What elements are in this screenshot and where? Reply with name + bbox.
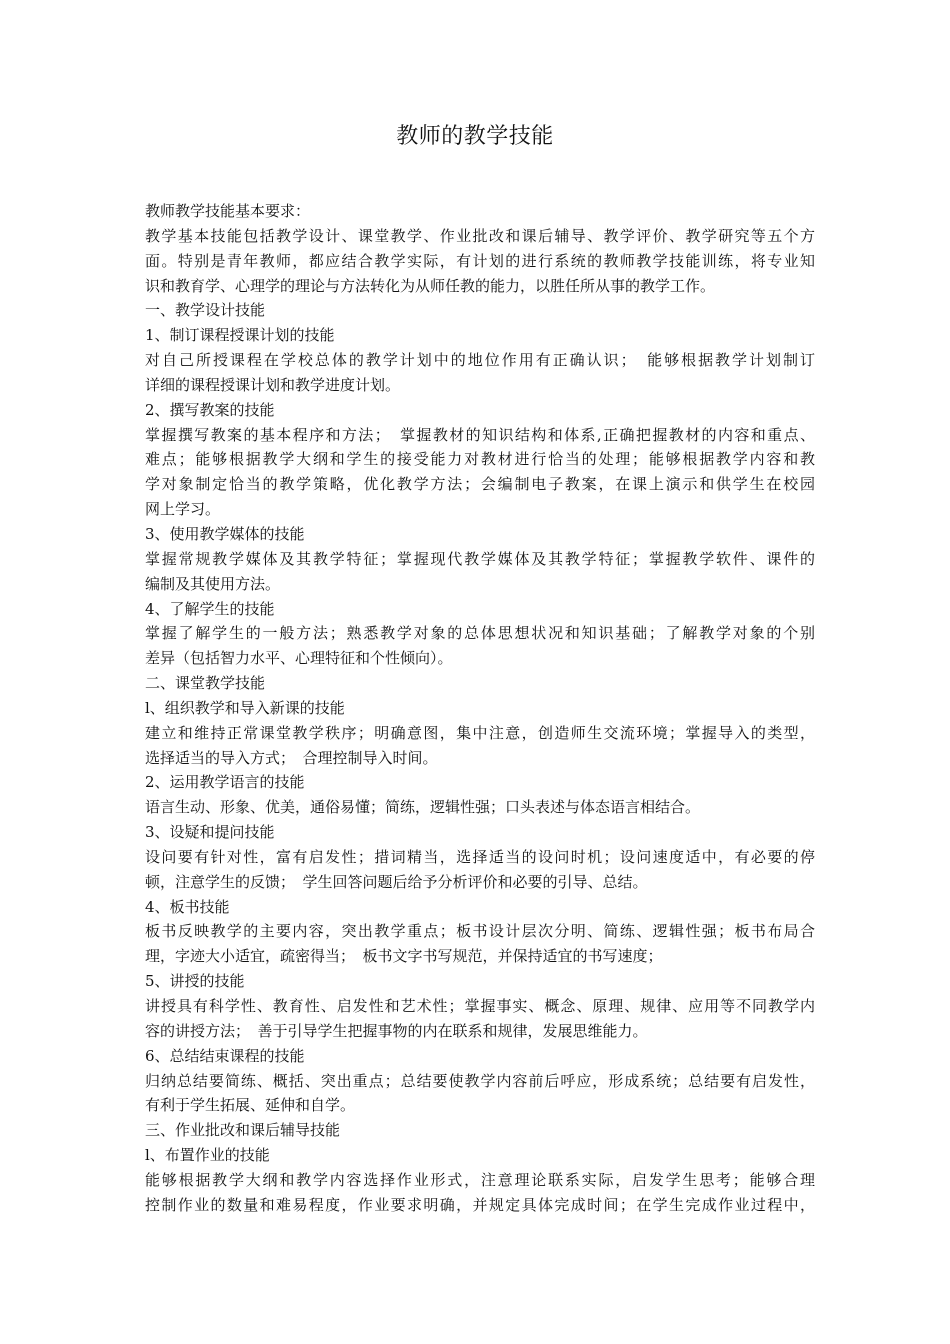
body-line: 详细的课程授课计划和教学进度计划。 <box>145 375 401 394</box>
document-title: 教师的教学技能 <box>396 124 554 149</box>
body-line: 1、制订课程授课计划的技能 <box>145 326 335 345</box>
body-line: 面。特别是青年教师，都应结合教学实际，有计划的进行系统的教师教学技能训练，将专业知 <box>145 251 815 270</box>
body-line: 识和教育学、心理学的理论与方法转化为从师任教的能力，以胜任所从事的教学工作。 <box>145 276 716 295</box>
body-line: 建立和维持正常课堂教学秩序；明确意图，集中注意，创造师生交流环境；掌握导入的类型， <box>145 723 815 742</box>
body-line: 顿，注意学生的反馈； 学生回答问题后给予分析评价和必要的引导、总结。 <box>145 872 648 891</box>
body-line: 6、总结结束课程的技能 <box>145 1046 305 1065</box>
body-line: l、布置作业的技能 <box>145 1146 270 1165</box>
body-line: 2、撰写教案的技能 <box>145 400 275 419</box>
body-line: 有利于学生拓展、延伸和自学。 <box>145 1096 356 1115</box>
body-line: 二、课堂教学技能 <box>145 674 266 693</box>
body-line: 容的讲授方法； 善于引导学生把握事物的内在联系和规律，发展思维能力。 <box>145 1021 648 1040</box>
body-line: 教学基本技能包括教学设计、课堂教学、作业批改和课后辅导、教学评价、教学研究等五个方 <box>145 226 815 245</box>
body-line: 4、了解学生的技能 <box>145 599 275 618</box>
body-line: 三、作业批改和课后辅导技能 <box>145 1121 341 1140</box>
body-line: 掌握撰写教案的基本程序和方法； 掌握教材的知识结构和体系,正确把握教材的内容和重点、 <box>145 425 815 444</box>
body-line: 网上学习。 <box>145 500 221 519</box>
body-line: 板书反映教学的主要内容，突出教学重点；板书设计层次分明、简练、逻辑性强；板书布局合 <box>145 922 815 941</box>
body-line: 掌握了解学生的一般方法；熟悉教学对象的总体思想状况和知识基础；了解教学对象的个别 <box>145 624 815 643</box>
body-line: 选择适当的导入方式； 合理控制导入时间。 <box>145 748 438 767</box>
body-line: 掌握常规教学媒体及其教学特征；掌握现代教学媒体及其教学特征；掌握教学软件、课件的 <box>145 549 815 568</box>
body-line: 对自己所授课程在学校总体的教学计划中的地位作用有正确认识； 能够根据教学计划制订 <box>145 351 815 370</box>
body-line: 教师教学技能基本要求： <box>145 202 311 220</box>
body-line: 讲授具有科学性、教育性、启发性和艺术性；掌握事实、概念、原理、规律、应用等不同教学内 <box>145 997 815 1015</box>
body-line: 一、教学设计技能 <box>145 301 266 320</box>
body-line: 学对象制定恰当的教学策略，优化教学方法；会编制电子教案，在课上演示和供学生在校园 <box>145 475 815 494</box>
body-line: 3、使用教学媒体的技能 <box>145 524 305 543</box>
body-line: 理，字迹大小适宜，疏密得当； 板书文字书写规范，并保持适宜的书写速度； <box>145 947 663 966</box>
body-line: 5、讲授的技能 <box>145 972 245 991</box>
body-line: 能够根据教学大纲和教学内容选择作业形式，注意理论联系实际，启发学生思考；能够合理 <box>145 1170 815 1189</box>
body-line: l、组织教学和导入新课的技能 <box>145 698 345 717</box>
body-line: 难点；能够根据教学大纲和学生的接受能力对教材进行恰当的处理；能够根据教学内容和教 <box>145 450 815 469</box>
body-line: 4、板书技能 <box>145 897 230 916</box>
document-body <box>145 199 815 1218</box>
body-line: 差异（包括智力水平、心理特征和个性倾向）。 <box>145 649 453 668</box>
body-line: 编制及其使用方法。 <box>145 574 281 593</box>
body-line: 设问要有针对性，富有启发性；措词精当，选择适当的设问时机；设问速度适中，有必要的停 <box>145 847 815 866</box>
body-line: 控制作业的数量和难易程度，作业要求明确，并规定具体完成时间；在学生完成作业过程中， <box>145 1195 815 1214</box>
body-line: 2、运用教学语言的技能 <box>145 773 305 792</box>
body-line: 归纳总结要简练、概括、突出重点；总结要使教学内容前后呼应，形成系统；总结要有启发性， <box>145 1071 815 1090</box>
body-line: 语言生动、形象、优美，通俗易懂；简练，逻辑性强；口头表述与体态语言相结合。 <box>145 798 701 817</box>
body-line: 3、设疑和提问技能 <box>145 823 275 842</box>
